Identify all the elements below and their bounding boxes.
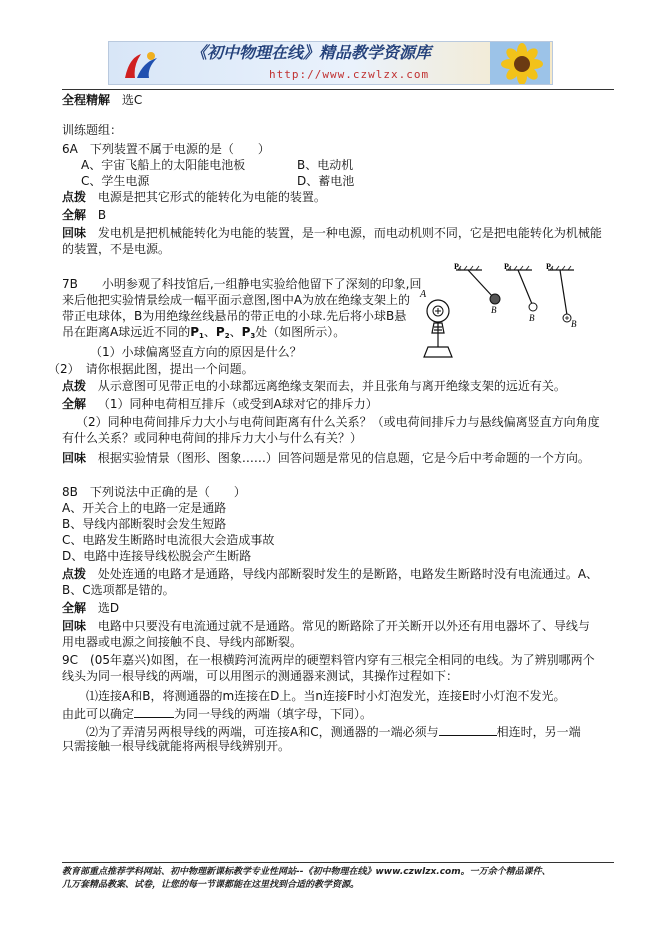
ball-p1 — [490, 294, 500, 304]
huiwei-text: 发电机是把机械能转化为电能的装置，是一种电源，而电动机则不同，它是把电能转化为机械能 — [97, 226, 602, 240]
q6-dianbo — [62, 189, 326, 205]
q7-stem-text-end: 处（如图所示）。 — [255, 325, 346, 339]
huiwei-label: 回味 — [62, 451, 87, 465]
q8-option-a: A、开关合上的电路一定是通路 — [62, 501, 227, 515]
q8-dianbo — [62, 566, 598, 582]
support-stand — [424, 323, 452, 357]
q8-option-b: B、导线内部断裂时会发生短路 — [62, 517, 227, 531]
dianbo-label: 点拨 — [62, 567, 87, 581]
q7-huiwei — [62, 450, 590, 466]
label-p3: P₃ — [546, 262, 554, 271]
q6-option-b: B、电动机 — [297, 158, 354, 172]
quanjie-text: B — [97, 208, 107, 222]
q7-quanjie-2: （2）同种电荷间排斥力大小与电荷间距离有什么关系？（或电荷间排斥力与悬线偏离竖直方向角度 — [76, 415, 600, 429]
answer-blank-1[interactable] — [134, 704, 174, 718]
label-p2: P₂ — [504, 262, 512, 271]
quanjie-text-1: （1）同种电荷相互排斥（或受到A球对它的排斥力） — [97, 397, 378, 411]
q6-huiwei — [62, 225, 602, 241]
q9-step-2-cont: 只需接触一根导线就能将两根导线辨别开。 — [62, 739, 291, 753]
quanjie-label: 全程精解 — [62, 93, 111, 107]
quanjie-label: 全解 — [62, 601, 87, 615]
quanjie-label: 全解 — [62, 208, 87, 222]
q8-dianbo-cont: B、C选项都是错的。 — [62, 583, 175, 597]
q9-stem-line2: 线头为同一根导线的两端，可以用图示的测通器来测试，其操作过程如下： — [62, 669, 459, 683]
dianbo-text: 电源是把其它形式的能转化为电能的装置。 — [97, 190, 326, 204]
q7-stem-line2: 来后他把实验情景绘成一幅平面示意图,图中A为放在绝缘支架上的 — [62, 293, 411, 307]
q7-stem-line1: 7B 小明参观了科技馆后,一组静电实验给他留下了深刻的印象,回 — [62, 277, 422, 291]
dianbo-text: 处处连通的电路才是通路，导线内部断裂时发生的是断路，电路发生断路时没有电流通过。A、 — [97, 567, 599, 581]
label-p1: P₁ — [454, 262, 462, 271]
point-p3: $P_3$ — [241, 325, 256, 340]
dianbo-text: 从示意图可见带正电的小球都远离绝缘支架而去，并且张角与离开绝缘支架的远近有关。 — [97, 379, 566, 393]
q7-stem-line4: 吊在距离A球远近不同的$P_1$、$P_2$、$P_3$处（如图所示）。 — [62, 325, 346, 340]
footer-line-1: 教育部重点推荐学科网站、初中物理新课标教学专业性网站--《初中物理在线》www.czwlzx.com。一万余个精品课件、 — [62, 867, 551, 877]
huiwei-label: 回味 — [62, 226, 87, 240]
q8-huiwei-cont: 用电器或电源之间接触不良、导线内部断裂。 — [62, 635, 303, 649]
answer-line — [62, 92, 142, 108]
ball-p2 — [529, 303, 537, 311]
q6-quanjie — [62, 207, 106, 223]
footer-rule — [62, 862, 614, 863]
banner-url[interactable]: http://www.czwlzx.com — [269, 68, 430, 81]
huiwei-label: 回味 — [62, 619, 87, 633]
dianbo-label: 点拨 — [62, 190, 87, 204]
q6-huiwei-cont: 的装置，不是电源。 — [62, 242, 171, 256]
q6-stem: 6A 下列装置不属于电源的是（ ） — [62, 142, 270, 156]
thread-p3 — [560, 270, 567, 315]
q7-quanjie-2-cont: 有什么关系？或同种电荷间的排斥力大小与什么有关？） — [62, 431, 363, 445]
huiwei-text: 根据实验情景（图形、图象……）回答问题是常见的信息题，它是今后中考命题的一个方向。 — [97, 451, 590, 465]
q7-stem-text: 吊在距离A球远近不同的 — [62, 325, 191, 339]
ceiling-hatch — [458, 266, 571, 270]
thread-p1 — [468, 270, 493, 297]
q7-quanjie — [62, 396, 378, 412]
q6-option-c: C、学生电源 — [81, 174, 150, 188]
q9-step-1: ⑴连接A和B，将测通器的m连接在D上。当n连接F时小灯泡发光，连接E时小灯泡不发光。 — [86, 689, 566, 703]
q6-option-a: A、宇宙飞船上的太阳能电池板 — [81, 158, 246, 172]
huiwei-text: 电路中只要没有电流通过就不是通路。常见的断路除了开关断开以外还有用电器坏了、导线与 — [97, 619, 590, 633]
header-rule — [62, 89, 614, 90]
sunflower-icon — [490, 42, 550, 85]
label-b3: B — [571, 319, 577, 329]
point-p2: $P_2$ — [215, 325, 230, 340]
q9-stem-line1: 9C (05年嘉兴)如图，在一根横跨河流两岸的硬塑料管内穿有三根完全相同的电线。为了辨别哪两个 — [62, 653, 595, 667]
label-b2: B — [529, 313, 535, 323]
q8-option-d: D、电路中连接导线松脱会产生断路 — [62, 549, 252, 563]
q7-subquestion-2: （2） 请你根据此图，提出一个问题。 — [48, 362, 254, 376]
q8-stem: 8B 下列说法中正确的是（ ） — [62, 485, 246, 499]
answer-blank-2[interactable] — [439, 722, 497, 736]
label-a: A — [420, 289, 427, 300]
dianbo-label: 点拨 — [62, 379, 87, 393]
q7-stem-line3: 带正电球体，B为用绝缘丝线悬吊的带正电的小球.先后将小球B悬 — [62, 309, 407, 323]
training-heading: 训练题组： — [62, 123, 123, 137]
banner-title: 《初中物理在线》精品教学资源库 — [191, 43, 432, 62]
q9-step-2: ⑵为了弄清另两根导线的两端，可连接A和C，测通器的一端必须与 相连时，另一端 — [86, 722, 581, 740]
point-p1: $P_1$ — [190, 325, 204, 340]
electrostatic-diagram — [418, 261, 594, 365]
label-b: B — [491, 305, 497, 315]
q8-option-c: C、电路发生断路时电流很大会造成事故 — [62, 533, 275, 547]
q9-step-1-cont: 由此可以确定 为同一导线的两端（填字母，下同）。 — [62, 704, 372, 722]
q7-subquestion-1: （1）小球偏离竖直方向的原因是什么？ — [90, 345, 302, 359]
quanjie-text: 选D — [97, 601, 120, 615]
answer-text: 选C — [121, 93, 143, 107]
q7-dianbo — [62, 378, 566, 394]
quanjie-label: 全解 — [62, 397, 87, 411]
q6-option-d: D、蓄电池 — [297, 174, 355, 188]
footer-line-2: 几万套精品教案、试卷，让您的每一节课都能在这里找到合适的教学资源。 — [62, 880, 360, 890]
q8-huiwei — [62, 618, 590, 634]
site-logo-icon — [121, 48, 163, 82]
q8-quanjie — [62, 600, 119, 616]
header-banner — [108, 41, 553, 85]
thread-p2 — [518, 270, 532, 304]
